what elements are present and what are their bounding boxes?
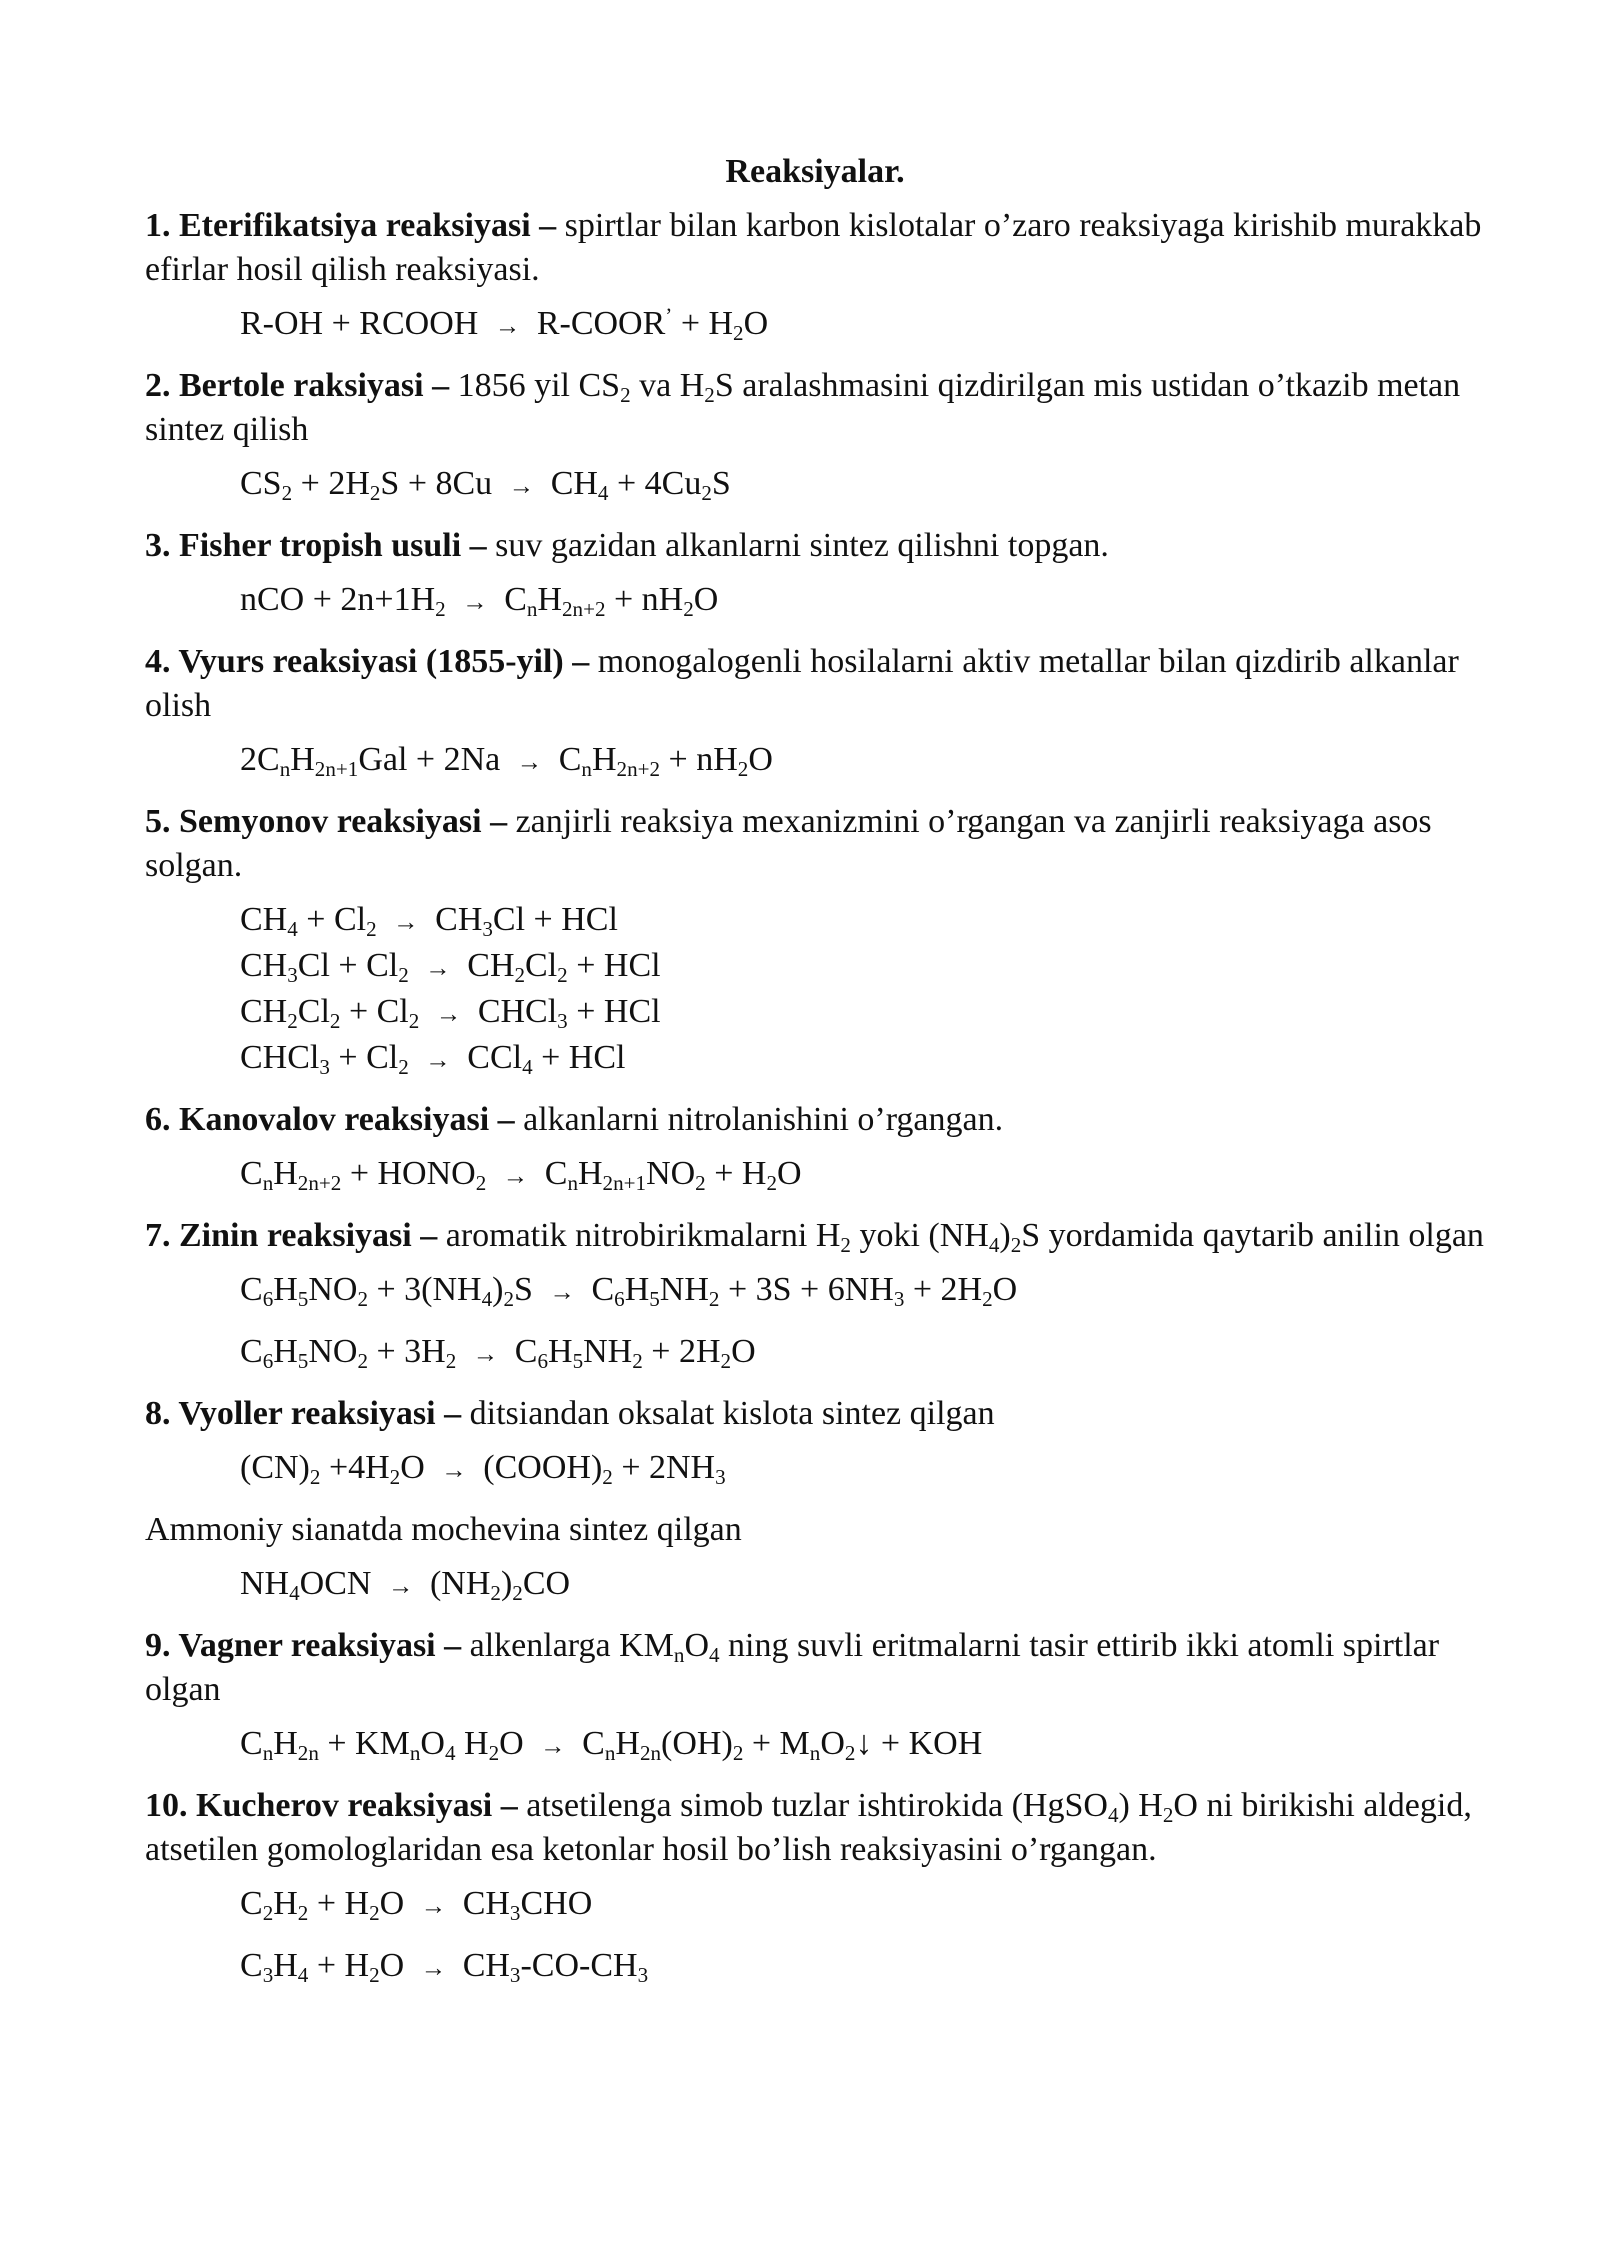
equation-group: [145, 1152, 1485, 1198]
reaction-heading: 9. Vagner reaksiyasi –: [145, 1627, 470, 1664]
page-title: Reaksiyalar.: [725, 153, 905, 190]
reaction-heading: 5. Semyonov reaksiyasi –: [145, 803, 516, 840]
chemical-equation: $C_nH_{2n+2}$ + $HONO_2 \to C_nH_{2n+1}NO_2 + H_2O$: [240, 1155, 802, 1195]
reaction-extra-text: Ammoniy sianatda mochevina sintez qilgan: [145, 1511, 742, 1548]
chemical-equation: nCO + $2n+1H_2 \to C_nH_{2n+2} + nH_2O$: [240, 581, 719, 621]
reaction-text: 1856 yil $CS_2$ va $H_2S$ aralashmasini qizdirilgan mis ustidan o’tkazib metan sintez qilish: [145, 367, 1461, 448]
chemical-equation: $CS_2 + 2H_2S + 8Cu \to CH_4 + 4Cu_2S$: [240, 465, 731, 505]
reaction-heading: 1. Eterifikatsiya reaksiyasi –: [145, 207, 565, 244]
equation-group: [145, 898, 1485, 1082]
chemical-equation: $C_2H_2 + H_2O \to CH_3CHO$: [240, 1885, 593, 1925]
equation-group: [145, 1722, 1485, 1768]
reaction-description: [145, 364, 1485, 452]
reaction-text: monogalogenli hosilalarni aktiv metallar bilan qizdirib alkanlar olish: [145, 643, 1459, 724]
reaction-heading: 3. Fisher tropish usuli –: [145, 527, 496, 564]
reaction-text: suv gazidan alkanlarni sintez qilishni topgan.: [495, 527, 1109, 564]
reaction-heading: 7. Zinin reaksiyasi –: [145, 1217, 446, 1254]
reaction-description: [145, 1624, 1485, 1712]
chemical-equation: $NH_4OCN \to (NH_2)_2CO$: [240, 1565, 571, 1605]
reaction-description: [145, 1784, 1485, 1872]
reaction-text: alkenlarga $KM_nO_4$ ning suvli eritmalarni tasir ettirib ikki atomli spirtlar olgan: [145, 1627, 1440, 1708]
chemical-equation: $CH_4 + Cl_2 \to CH_3Cl$ + HCl: [240, 901, 618, 941]
chemical-equation: $(CN)_2 +4H_2O$ → $(COOH)_2 + 2NH_3$: [240, 1449, 726, 1489]
reaction-heading: 10. Kucherov reaksiyasi –: [145, 1787, 527, 1824]
chemical-equation: $2C_nH_{2n+1}Gal + 2Na \to C_nH_{2n+2} + nH_2O$: [240, 741, 773, 781]
reaction-text: zanjirli reaksiya mexanizmini o’rgangan va zanjirli reaksiyaga asos solgan.: [145, 803, 1432, 884]
reaction-text: atsetilenga simob tuzlar ishtirokida (HgSO$_4$) $H_2O$ ni birikishi aldegid, atsetilen gomologlaridan esa ketonlar hosil bo’lish reaksiyasini o’rgangan.: [145, 1787, 1472, 1868]
reaction-text: alkanlarni nitrolanishini o’rgangan.: [523, 1101, 1004, 1138]
equation-group: [145, 1882, 1485, 1990]
reaction-text: aromatik nitrobirikmalarni $H_2$ yoki $(NH_4)_2S$ yordamida qaytarib anilin olgan: [445, 1217, 1484, 1257]
reaction-heading: 4. Vyurs reaksiyasi (1855-yil) –: [145, 643, 598, 680]
equation-group: [145, 462, 1485, 508]
reaction-description: [145, 1098, 1485, 1142]
reaction-description: [145, 800, 1485, 888]
reaction-heading: 2. Bertole raksiyasi –: [145, 367, 458, 404]
reaction-text: ditsiandan oksalat kislota sintez qilgan: [469, 1395, 995, 1432]
equation-group: [145, 1446, 1485, 1492]
reaction-description: [145, 524, 1485, 568]
equation-group: [145, 302, 1485, 348]
equation-group: [145, 1268, 1485, 1376]
chemical-equation: $C_6H_5NO_2 + 3(NH_4)_2S \to C_6H_5NH_2 + 3S + 6NH_3 + 2H_2O$: [240, 1271, 1018, 1311]
chemical-equation: CHCl$_3$ + $Cl_2 \to CCl_4$ + HCl: [240, 1039, 626, 1079]
reaction-description: [145, 1392, 1485, 1436]
equation-group: [145, 578, 1485, 624]
document-content: [145, 150, 1485, 2006]
reaction-description: [145, 640, 1485, 728]
chemical-equation: R-OH + RCOOH → R-COOR’ + $H_2O$: [240, 303, 769, 345]
chemical-equation: $CH_3Cl + Cl_2 \to CH_2Cl_2$ + HCl: [240, 947, 661, 987]
reaction-heading: 8. Vyoller reaksiyasi –: [145, 1395, 470, 1432]
chemical-equation: $C_6H_5NO_2 + 3H_2 \to C_6H_5NH_2 + 2H_2O$: [240, 1333, 756, 1373]
chemical-equation: $C_3H_4 + H_2O \to CH_3-CO-CH_3$: [240, 1947, 649, 1987]
reaction-description: [145, 204, 1485, 292]
chemical-equation: $CH_2Cl_2 + Cl_2$ → CHCl$_3$ + HCl: [240, 993, 661, 1033]
reaction-heading: 6. Kanovalov reaksiyasi –: [145, 1101, 524, 1138]
reaction-description: [145, 1214, 1485, 1258]
chemical-equation: $C_nH_{2n} + KM_nO_4$ $H_2O \to C_nH_{2n}(OH)_2$ + $M_nO_2↓$ + KOH: [240, 1725, 983, 1765]
reaction-text: spirtlar bilan karbon kislotalar o’zaro reaksiyaga kirishib murakkab efirlar hosil qilish reaksiyasi.: [145, 207, 1482, 288]
equation-group: [145, 738, 1485, 784]
